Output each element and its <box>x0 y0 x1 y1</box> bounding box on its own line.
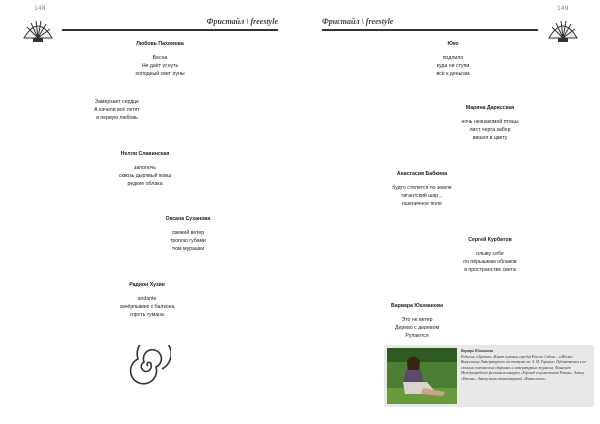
right-page <box>300 0 600 424</box>
poem-author: Любовь Пахомова <box>136 41 184 47</box>
poem-line: по пёрышкам облаков <box>463 259 517 265</box>
poem-line: Это не ветер <box>401 317 433 323</box>
poem-line: Не даёт уснуть <box>141 63 179 69</box>
poem <box>62 98 172 122</box>
poem-line: куда ни ступи <box>436 63 470 69</box>
poem-author: Радион Хузин <box>129 282 165 288</box>
poem <box>105 40 215 78</box>
poem-line: заполочь <box>133 165 157 171</box>
section-header: Фристайл \ freestyle <box>322 17 394 26</box>
header-rule <box>62 29 278 31</box>
poem-line: лист черга забор <box>469 127 511 133</box>
poem-line: в пространстве света <box>464 267 516 273</box>
poem-line: Замерзает сердце <box>94 99 140 105</box>
poem <box>362 170 482 208</box>
poem <box>362 302 472 340</box>
poem-line: будто стелется по земле <box>392 185 452 191</box>
poem-line: гигантский шар... <box>401 193 443 199</box>
poem-line: А качели всё летят <box>94 107 140 113</box>
shell-icon <box>20 18 56 44</box>
poem-author: Анастасия Бабкина <box>396 171 448 177</box>
author-bio <box>461 349 589 383</box>
poem-line: редкие облака <box>127 181 163 187</box>
poem-line: свежий ветер <box>171 230 205 236</box>
bio-author-name: Варвара Юшманова <box>461 349 494 353</box>
bio-text: Родилась в Братске. Живет в разных городах России. Сейчас – в Москве. Выпускница Литературного ин-ститута им. А. М. Горького. Публиковалась в не-скольких поэтических сборниках и литературных журналах. Финалист Международного фестиваля конкурса «Хоровод в приволжском Рязани». Автор «Москва». Автор книги стихотворений «Жизнь около» <box>461 354 587 381</box>
author-photo <box>387 348 457 404</box>
header-rule <box>322 29 538 31</box>
poem-line: подлило <box>442 55 464 61</box>
poem-line: в первую любовь <box>96 115 138 121</box>
poem <box>133 215 243 253</box>
poem-line: зачёрпываю с балкона <box>119 304 175 310</box>
poem <box>92 281 202 319</box>
poem-line: andante <box>137 296 157 302</box>
poem-line: холодный свет луны <box>135 71 185 77</box>
poem-author: Сергей Курбатов <box>468 237 512 243</box>
poem-line: Рулаются <box>405 333 429 339</box>
poem-line: плыву себе <box>476 251 504 257</box>
poem-author: Варвара Юшманова <box>391 303 443 309</box>
page-number: 148 <box>34 5 46 12</box>
author-bio-box <box>384 345 594 407</box>
page-number: 149 <box>557 5 569 12</box>
poem <box>90 150 200 188</box>
section-header: Фристайл \ freestyle <box>206 17 278 26</box>
poem-line: ночь незнакомой птицы <box>461 119 519 125</box>
spiral-icon <box>125 345 171 387</box>
poem-author: Марина Дарисская <box>465 105 515 111</box>
poem-line: всё к деньгам <box>436 71 470 77</box>
poem <box>435 104 545 142</box>
poem-line: сквозь дырявый ковш <box>118 173 172 179</box>
poem-line: тропою губами <box>170 238 206 244</box>
poem-line: Весна <box>152 55 168 61</box>
poem-author: Оксана Суханова <box>165 216 211 222</box>
poem-line: пшеничное поле <box>402 201 442 207</box>
poem-author: Юко <box>447 41 459 47</box>
poem <box>398 40 508 78</box>
poem-line: Дерево с деревом <box>394 325 440 331</box>
poem-line: вишня в цвету <box>472 135 508 141</box>
poem-line: горсть тумана <box>130 312 164 318</box>
poem-line: тюм мурашки <box>171 246 205 252</box>
poem <box>435 236 545 274</box>
poem-author: Нелли Славинская <box>120 151 170 157</box>
shell-icon <box>545 18 581 44</box>
